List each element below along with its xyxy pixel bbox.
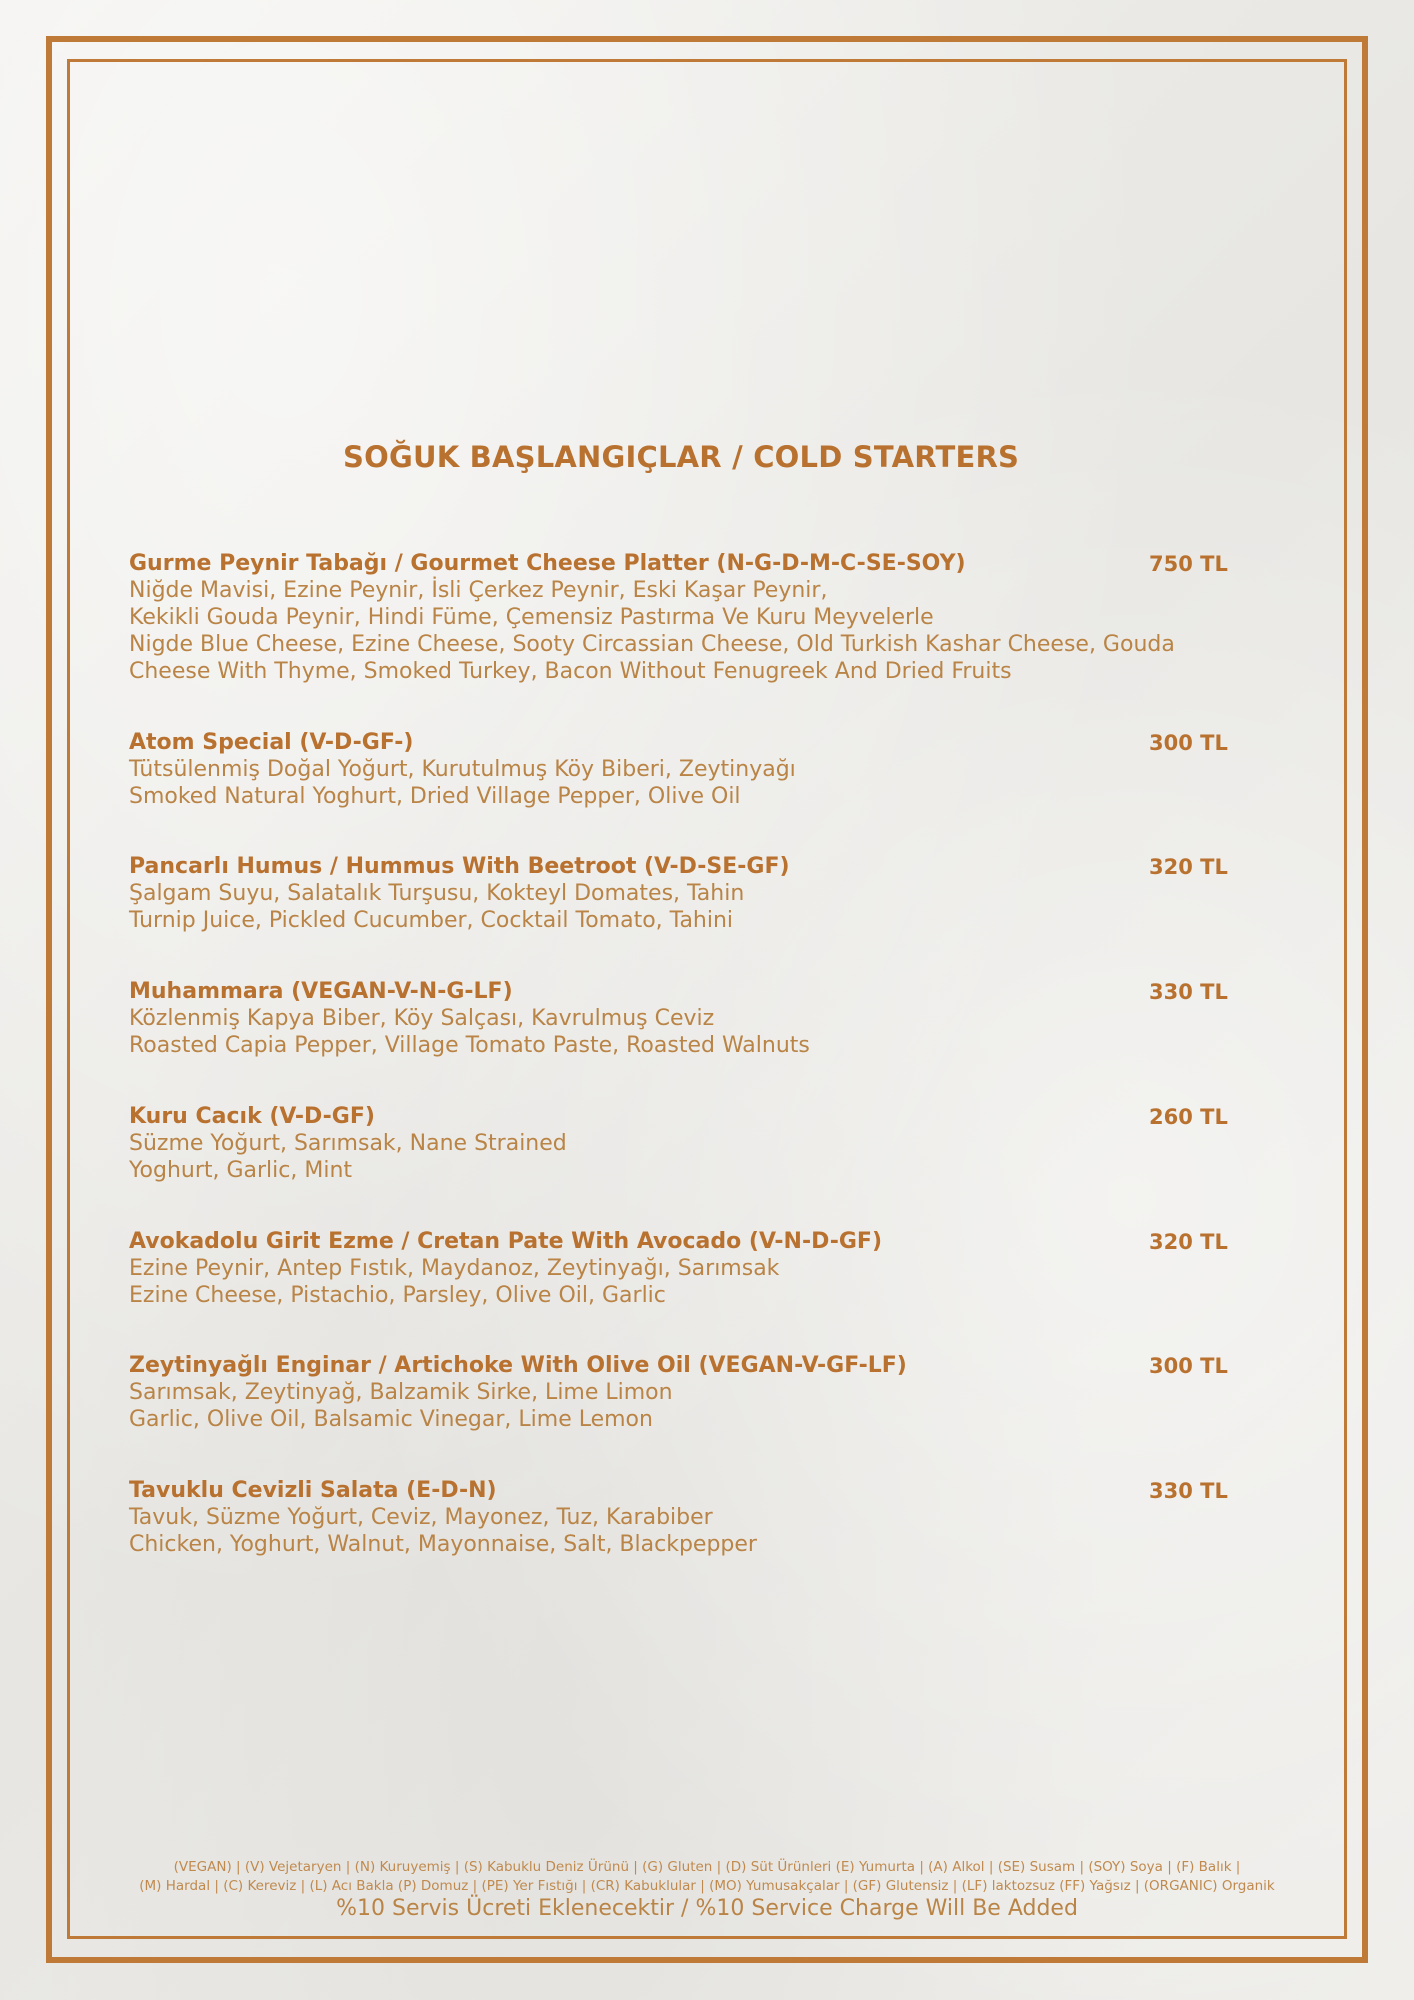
item-description-line: Ezine Peynir, Antep Fıstık, Maydanoz, Zeytinyağı, Sarımsak bbox=[129, 1256, 780, 1281]
item-price: 300 TL bbox=[1149, 731, 1228, 755]
item-name: Tavuklu Cevizli Salata (E-D-N) bbox=[129, 1478, 497, 1503]
page-title: SOĞUK BAŞLANGIÇLAR / COLD STARTERS bbox=[343, 440, 1020, 474]
service-charge-note: %10 Servis Ücreti Eklenecektir / %10 Service Charge Will Be Added bbox=[336, 1896, 1078, 1921]
menu-item-chicken-walnut-salad bbox=[129, 1477, 1229, 1558]
item-description-line: Nigde Blue Cheese, Ezine Cheese, Sooty Circassian Cheese, Old Turkish Kashar Cheese, Gouda bbox=[129, 632, 1175, 657]
item-description-line: Garlic, Olive Oil, Balsamic Vinegar, Lime Lemon bbox=[129, 1407, 653, 1432]
item-description-line: Smoked Natural Yoghurt, Dried Village Pepper, Olive Oil bbox=[129, 784, 741, 809]
menu-item-cretan-pate bbox=[129, 1228, 1229, 1309]
item-price: 300 TL bbox=[1149, 1354, 1228, 1378]
item-price: 260 TL bbox=[1149, 1105, 1228, 1129]
item-price: 330 TL bbox=[1149, 980, 1228, 1004]
item-price: 320 TL bbox=[1149, 855, 1228, 879]
item-description-line: Kekikli Gouda Peynir, Hindi Füme, Çemensiz Pastırma Ve Kuru Meyvelerle bbox=[129, 605, 934, 630]
item-description-line: Süzme Yoğurt, Sarımsak, Nane Strained bbox=[129, 1131, 567, 1156]
item-description-line: Yoghurt, Garlic, Mint bbox=[129, 1158, 353, 1183]
item-description-line: Niğde Mavisi, Ezine Peynir, İsli Çerkez Peynir, Eski Kaşar Peynir, bbox=[129, 578, 828, 603]
allergen-legend-line: (M) Hardal | (C) Kereviz | (L) Acı Bakla (P) Domuz | (PE) Yer Fıstığı | (CR) Kabuklular | (MO) Yumusakçalar | (GF) Glutensiz | (LF) laktozsuz (FF) Yağsız | (ORGANIC) Organik bbox=[139, 1878, 1275, 1894]
item-name: Pancarlı Humus / Hummus With Beetroot (V-D-SE-GF) bbox=[129, 854, 790, 879]
menu-item-atom-special bbox=[129, 729, 1229, 810]
item-name: Atom Special (V-D-GF-) bbox=[129, 730, 414, 755]
item-description-line: Tavuk, Süzme Yoğurt, Ceviz, Mayonez, Tuz, Karabiber bbox=[129, 1505, 713, 1530]
item-description-line: Tütsülenmiş Doğal Yoğurt, Kurutulmuş Köy Biberi, Zeytinyağı bbox=[129, 757, 796, 782]
menu-item-kuru-cacik bbox=[129, 1103, 1229, 1184]
item-name: Zeytinyağlı Enginar / Artichoke With Olive Oil (VEGAN-V-GF-LF) bbox=[129, 1353, 907, 1378]
menu-item-muhammara bbox=[129, 978, 1229, 1059]
item-description-line: Cheese With Thyme, Smoked Turkey, Bacon Without Fenugreek And Dried Fruits bbox=[129, 659, 1012, 684]
item-name: Muhammara (VEGAN-V-N-G-LF) bbox=[129, 979, 513, 1004]
menu-item-hummus-beetroot bbox=[129, 853, 1229, 934]
item-description-line: Turnip Juice, Pickled Cucumber, Cocktail Tomato, Tahini bbox=[129, 908, 734, 933]
item-price: 750 TL bbox=[1149, 552, 1228, 576]
allergen-legend-line: (VEGAN) | (V) Vejetaryen | (N) Kuruyemiş | (S) Kabuklu Deniz Ürünü | (G) Gluten | (D) Süt Ürünleri (E) Yumurta | (A) Alkol | (SE) Susam | (SOY) Soya | (F) Balık | bbox=[173, 1859, 1241, 1875]
item-name: Gurme Peynir Tabağı / Gourmet Cheese Platter (N-G-D-M-C-SE-SOY) bbox=[129, 551, 966, 576]
item-description-line: Közlenmiş Kapya Biber, Köy Salçası, Kavrulmuş Ceviz bbox=[129, 1006, 715, 1031]
item-description-line: Roasted Capia Pepper, Village Tomato Paste, Roasted Walnuts bbox=[129, 1033, 810, 1058]
item-name: Avokadolu Girit Ezme / Cretan Pate With Avocado (V-N-D-GF) bbox=[129, 1229, 883, 1254]
item-description-line: Ezine Cheese, Pistachio, Parsley, Olive Oil, Garlic bbox=[129, 1283, 666, 1308]
item-description-line: Şalgam Suyu, Salatalık Turşusu, Kokteyl Domates, Tahin bbox=[129, 881, 745, 906]
item-name: Kuru Cacık (V-D-GF) bbox=[129, 1104, 375, 1129]
item-description-line: Chicken, Yoghurt, Walnut, Mayonnaise, Salt, Blackpepper bbox=[129, 1532, 757, 1557]
item-description-line: Sarımsak, Zeytinyağ, Balzamik Sirke, Lime Limon bbox=[129, 1380, 673, 1405]
menu-item-gourmet-cheese-platter bbox=[129, 550, 1229, 685]
item-price: 330 TL bbox=[1149, 1479, 1228, 1503]
menu-item-artichoke bbox=[129, 1352, 1229, 1433]
item-price: 320 TL bbox=[1149, 1230, 1228, 1254]
